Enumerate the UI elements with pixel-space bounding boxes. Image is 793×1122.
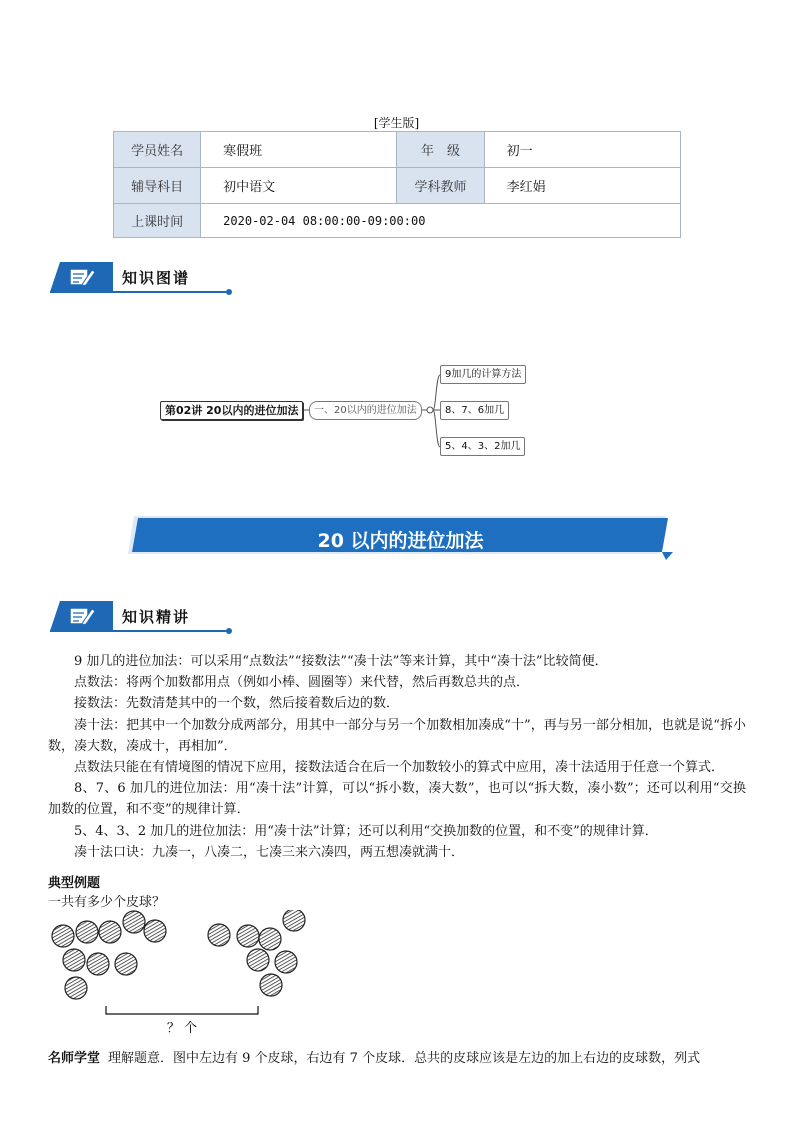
ball bbox=[259, 928, 281, 950]
grade-value: 初一 bbox=[484, 132, 680, 168]
paragraph: 点数法只能在有情境图的情况下应用，接数法适合在后一个加数较小的算式中应用，凑十法适用于任意一个算式． bbox=[74, 760, 725, 776]
paragraph: 点数法：将两个加数都用点（例如小棒、圆圈等）来代替，然后再数总共的点． bbox=[74, 675, 530, 691]
ball bbox=[144, 920, 166, 942]
teacher-label: 学科教师 bbox=[397, 168, 484, 204]
pencil-note-icon bbox=[68, 605, 96, 627]
mindmap-connectors bbox=[0, 0, 793, 500]
ball bbox=[65, 977, 87, 999]
paragraph: 8、7、6 加几的进位加法：用“凑十法”计算，可以“拆小数，凑大数”，也可以“拆大数，凑小数”；还可以利用“交换加数的位置，和不变”的规律计算． bbox=[48, 781, 746, 818]
teacher-value: 李红娟 bbox=[484, 168, 680, 204]
mindmap-root-node: 第02讲 20以内的进位加法 bbox=[160, 401, 303, 420]
right-ball-group bbox=[208, 910, 305, 996]
time-label: 上课时间 bbox=[114, 204, 201, 238]
ball bbox=[115, 953, 137, 975]
ball bbox=[76, 921, 98, 943]
balls-illustration bbox=[46, 910, 308, 1038]
brace-icon bbox=[106, 1006, 258, 1014]
teacher-note bbox=[48, 1047, 748, 1066]
figure-label: ？ 个 bbox=[166, 1021, 198, 1036]
section-title: 知识精讲 bbox=[122, 608, 191, 626]
mindmap-child-node: 8、7、6加几 bbox=[440, 401, 509, 420]
topic-banner bbox=[128, 514, 673, 560]
section-underline-dot bbox=[226, 628, 232, 634]
student-name-value: 寒假班 bbox=[201, 132, 397, 168]
example-heading: 典型例题 bbox=[48, 876, 101, 891]
ball bbox=[99, 921, 121, 943]
grade-label: 年 级 bbox=[397, 132, 484, 168]
example-question: 一共有多少个皮球？ bbox=[48, 895, 166, 910]
subject-label: 辅导科目 bbox=[114, 168, 201, 204]
mindmap-branch-node: 一、20以内的进位加法 bbox=[309, 401, 422, 420]
ball bbox=[208, 924, 230, 946]
ball bbox=[123, 911, 145, 933]
paragraph: 凑十法口诀：九凑一，八凑二，七凑三来六凑四，两五想凑就满十． bbox=[74, 844, 465, 860]
teacher-note-label: 名师学堂 bbox=[48, 1051, 101, 1066]
ball bbox=[63, 949, 85, 971]
section-header-knowledge-lecture bbox=[50, 601, 230, 637]
mindmap-child-node: 5、4、3、2加几 bbox=[440, 437, 525, 456]
subject-value: 初中语文 bbox=[201, 168, 397, 204]
mindmap-child-node: 9加几的计算方法 bbox=[440, 365, 526, 384]
paragraph: 5、4、3、2 加几的进位加法：用“凑十法”计算；还可以利用“交换加数的位置，和不变”的规律计算． bbox=[74, 823, 658, 839]
section-tab bbox=[50, 601, 113, 631]
lecture-body bbox=[48, 651, 746, 863]
ball bbox=[260, 974, 282, 996]
paragraph: 9 加几的进位加法：可以采用“点数法”“接数法”“凑十法”等来计算，其中“凑十法”比较简便． bbox=[74, 654, 608, 669]
ball bbox=[247, 949, 269, 971]
ball bbox=[52, 925, 74, 947]
student-name-label: 学员姓名 bbox=[114, 132, 201, 168]
balls-figure bbox=[46, 910, 308, 1038]
paragraph: 接数法：先数清楚其中的一个数，然后接着数后边的数． bbox=[74, 696, 400, 712]
section-underline bbox=[50, 630, 230, 632]
ball bbox=[237, 925, 259, 947]
banner-title: 20 以内的进位加法 bbox=[317, 530, 484, 552]
ball bbox=[87, 953, 109, 975]
version-label: [学生版] bbox=[373, 116, 420, 130]
paragraph: 凑十法：把其中一个加数分成两部分，用其中一部分与另一个加数相加凑成“十”，再与另一部分相加，也就是说“拆小数，凑大数，凑成十，再相加”． bbox=[48, 717, 746, 754]
section-title: 知识图谱 bbox=[122, 269, 191, 287]
ball bbox=[275, 951, 297, 973]
time-value: 2020-02-04 08:00:00-09:00:00 bbox=[201, 204, 681, 238]
left-ball-group bbox=[52, 911, 166, 999]
ball bbox=[283, 910, 305, 931]
teacher-note-text: 理解题意．图中左边有 9 个皮球，右边有 7 个皮球．总共的皮球应该是左边的加上右边的皮球数，列式 bbox=[108, 1051, 701, 1066]
